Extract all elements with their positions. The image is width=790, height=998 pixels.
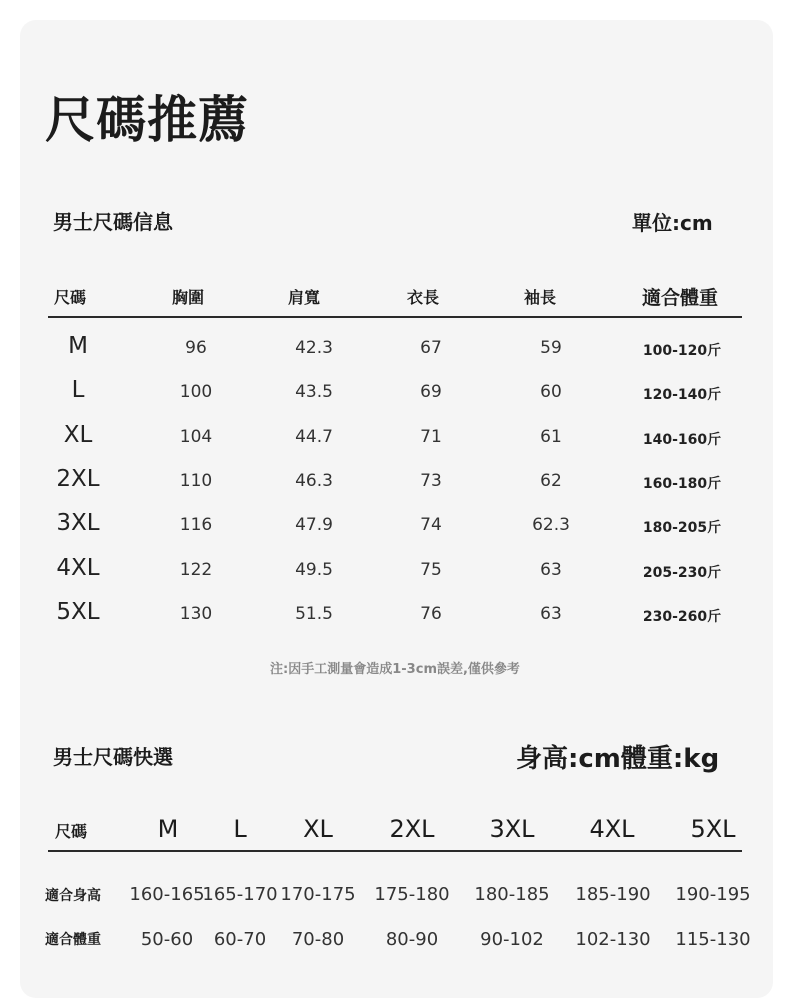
table-cell: 205-230斤	[642, 565, 722, 581]
unit-label: 單位:cm	[632, 211, 713, 235]
height-value-cell: 165-170	[202, 884, 278, 905]
table-cell: 42.3	[295, 338, 333, 358]
page-title: 尺碼推薦	[45, 91, 249, 149]
header-shoulder: 肩寬	[288, 288, 321, 307]
table-cell: 73	[420, 471, 442, 491]
table-cell: 47.9	[295, 515, 333, 535]
table-cell: 110	[179, 471, 213, 491]
table-cell: 140-160斤	[642, 432, 722, 448]
size-label-cell: L	[71, 377, 85, 403]
quick-size-header: 2XL	[389, 815, 435, 843]
table-cell: 100	[179, 382, 213, 402]
height-value-cell: 160-165	[129, 884, 205, 905]
height-row-label: 適合身高	[45, 888, 101, 904]
header-chest: 胸圍	[172, 288, 205, 307]
table-cell: 46.3	[295, 471, 333, 491]
table-cell: 122	[179, 560, 213, 580]
size-label-cell: 2XL	[56, 466, 100, 492]
quick-header-divider	[48, 850, 742, 852]
table-cell: 96	[185, 338, 207, 358]
weight-value-cell: 60-70	[213, 929, 267, 950]
height-value-cell: 175-180	[374, 884, 450, 905]
height-value-cell: 190-195	[675, 884, 751, 905]
quick-header-size: 尺碼	[55, 822, 88, 841]
height-value-cell: 170-175	[280, 884, 356, 905]
mens-size-info-title: 男士尺碼信息	[53, 210, 173, 234]
table-cell: 62	[540, 471, 562, 491]
height-value-cell: 185-190	[575, 884, 651, 905]
size-label-cell: 3XL	[56, 510, 100, 536]
table-cell: 74	[420, 515, 442, 535]
weight-value-cell: 70-80	[291, 929, 345, 950]
table-cell: 100-120斤	[642, 343, 722, 359]
table-cell: 61	[540, 427, 562, 447]
quick-size-header: XL	[303, 815, 333, 843]
table-cell: 63	[540, 560, 562, 580]
table-cell: 59	[540, 338, 562, 358]
header-weight: 適合體重	[642, 287, 719, 309]
size-label-cell: 5XL	[56, 599, 100, 625]
size-label-cell: XL	[63, 422, 93, 448]
table-cell: 43.5	[295, 382, 333, 402]
table-header-divider	[48, 316, 742, 318]
measurement-note: 注:因手工測量會造成1-3cm誤差,僅供參考	[270, 662, 520, 677]
quick-size-header: 5XL	[690, 815, 736, 843]
weight-row-label: 適合體重	[45, 932, 101, 948]
header-size: 尺碼	[54, 288, 87, 307]
size-label-cell: 4XL	[56, 555, 100, 581]
quick-select-unit-label: 身高:cm體重:kg	[516, 744, 720, 774]
quick-select-title: 男士尺碼快選	[53, 745, 173, 769]
weight-value-cell: 90-102	[480, 929, 544, 950]
height-value-cell: 180-185	[474, 884, 550, 905]
table-cell: 60	[540, 382, 562, 402]
table-cell: 44.7	[295, 427, 333, 447]
table-cell: 120-140斤	[642, 387, 722, 403]
header-length: 衣長	[407, 288, 440, 307]
table-cell: 160-180斤	[642, 476, 722, 492]
table-cell: 104	[179, 427, 213, 447]
weight-value-cell: 115-130	[675, 929, 751, 950]
table-cell: 75	[420, 560, 442, 580]
table-cell: 69	[420, 382, 442, 402]
quick-size-header: 4XL	[589, 815, 635, 843]
quick-size-header: L	[233, 815, 247, 843]
table-cell: 116	[179, 515, 213, 535]
table-cell: 62.3	[532, 515, 570, 535]
quick-size-header: M	[157, 815, 179, 843]
weight-value-cell: 102-130	[575, 929, 651, 950]
weight-value-cell: 80-90	[385, 929, 439, 950]
table-cell: 130	[179, 604, 213, 624]
table-cell: 180-205斤	[642, 520, 722, 536]
table-cell: 63	[540, 604, 562, 624]
table-cell: 67	[420, 338, 442, 358]
weight-value-cell: 50-60	[140, 929, 194, 950]
table-cell: 76	[420, 604, 442, 624]
table-cell: 71	[420, 427, 442, 447]
size-label-cell: M	[68, 333, 88, 359]
table-cell: 49.5	[295, 560, 333, 580]
table-cell: 230-260斤	[642, 609, 722, 625]
quick-size-header: 3XL	[489, 815, 535, 843]
header-sleeve: 袖長	[524, 288, 557, 307]
table-cell: 51.5	[295, 604, 333, 624]
